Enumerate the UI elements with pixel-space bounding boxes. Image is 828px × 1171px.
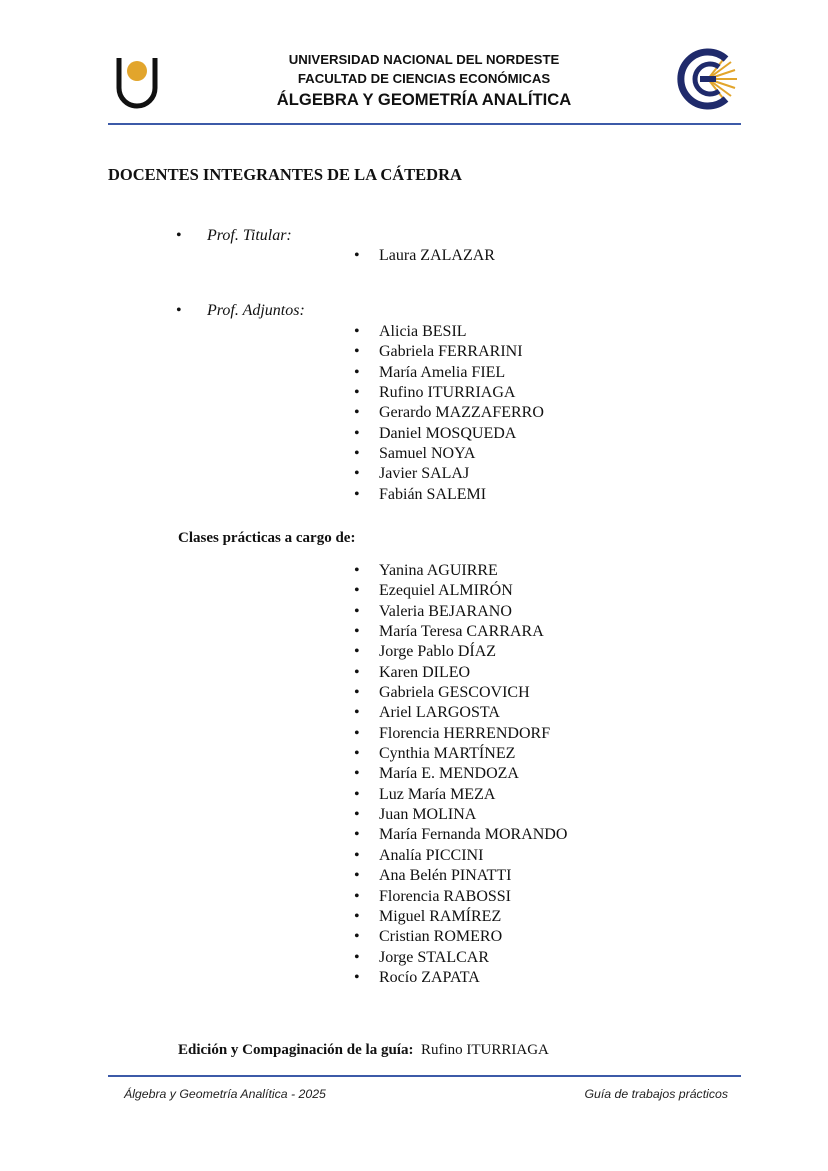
person-name: Ana Belén PINATTI bbox=[379, 867, 512, 885]
list-item bbox=[354, 342, 544, 362]
bullet: • bbox=[354, 602, 360, 620]
bullet: • bbox=[354, 562, 360, 579]
bullet: • bbox=[176, 302, 182, 319]
list-item bbox=[354, 846, 567, 866]
list-item bbox=[354, 424, 544, 444]
role-label: Prof. Titular: bbox=[207, 227, 292, 244]
faculty-name: FACULTAD DE CIENCIAS ECONÓMICAS bbox=[297, 71, 551, 86]
bullet: • bbox=[354, 785, 360, 803]
header-divider bbox=[108, 123, 741, 125]
bullet: • bbox=[354, 928, 360, 946]
person-name: Gabriela FERRARINI bbox=[379, 343, 523, 361]
person-name: Laura ZALAZAR bbox=[379, 247, 495, 264]
person-name: Cristian ROMERO bbox=[379, 928, 503, 946]
person-name: Samuel NOYA bbox=[379, 445, 476, 463]
list-item bbox=[354, 464, 544, 484]
bullet: • bbox=[354, 867, 360, 885]
bullet: • bbox=[354, 887, 360, 905]
person-name: Valeria BEJARANO bbox=[379, 602, 512, 620]
list-item bbox=[354, 602, 567, 622]
person-name: Ariel LARGOSTA bbox=[379, 704, 500, 722]
list-item bbox=[354, 622, 567, 642]
person-name: Jorge STALCAR bbox=[379, 948, 489, 966]
list-item bbox=[354, 363, 544, 383]
person-name: Florencia RABOSSI bbox=[379, 887, 511, 905]
list-item bbox=[354, 383, 544, 403]
list-item bbox=[354, 322, 544, 342]
list-item bbox=[354, 703, 567, 723]
list-item bbox=[354, 948, 567, 968]
list-item bbox=[354, 663, 567, 683]
bullet: • bbox=[354, 465, 360, 483]
bullet: • bbox=[354, 765, 360, 783]
list-item bbox=[354, 403, 544, 423]
bullet: • bbox=[354, 968, 360, 986]
list-item bbox=[354, 561, 567, 581]
bullet: • bbox=[354, 424, 360, 442]
list-item bbox=[354, 887, 567, 907]
bullet: • bbox=[354, 745, 360, 763]
section-title: DOCENTES INTEGRANTES DE LA CÁTEDRA bbox=[108, 165, 462, 184]
bullet: • bbox=[354, 384, 360, 402]
person-name: Ezequiel ALMIRÓN bbox=[379, 582, 513, 600]
adjuntos-list bbox=[354, 322, 544, 505]
person-name: Alicia BESIL bbox=[379, 323, 467, 340]
list-item bbox=[354, 724, 567, 744]
bullet: • bbox=[354, 704, 360, 722]
list-item bbox=[354, 907, 567, 927]
person-name: Analía PICCINI bbox=[379, 846, 484, 864]
person-name: María E. MENDOZA bbox=[379, 765, 519, 783]
person-name: María Amelia FIEL bbox=[379, 363, 506, 381]
person-name: Rocío ZAPATA bbox=[379, 968, 480, 986]
bullet: • bbox=[354, 948, 360, 966]
course-title: ÁLGEBRA Y GEOMETRÍA ANALÍTICA bbox=[276, 90, 572, 109]
list-item bbox=[354, 927, 567, 947]
person-name: María Fernanda MORANDO bbox=[379, 826, 568, 844]
person-name: Cynthia MARTÍNEZ bbox=[379, 745, 516, 763]
list-item bbox=[354, 683, 567, 703]
person-name: Fabián SALEMI bbox=[379, 485, 487, 503]
page-header bbox=[108, 40, 740, 126]
bullet: • bbox=[354, 663, 360, 681]
bullet: • bbox=[354, 623, 360, 641]
bullet: • bbox=[354, 684, 360, 702]
edicion-label: Edición y Compaginación de la guía: bbox=[178, 1042, 414, 1058]
footer-course: Álgebra y Geometría Analítica - 2025 bbox=[124, 1087, 326, 1101]
person-name: Jorge Pablo DÍAZ bbox=[379, 643, 497, 661]
person-name: Miguel RAMÍREZ bbox=[379, 907, 502, 925]
bullet: • bbox=[354, 343, 360, 361]
bullet: • bbox=[354, 826, 360, 844]
university-name: UNIVERSIDAD NACIONAL DEL NORDESTE bbox=[288, 52, 560, 67]
list-item bbox=[354, 805, 567, 825]
person-name: Juan MOLINA bbox=[379, 806, 477, 824]
person-name: Luz María MEZA bbox=[379, 785, 496, 803]
practicas-title: Clases prácticas a cargo de: bbox=[178, 530, 356, 546]
list-item bbox=[354, 642, 567, 662]
list-item bbox=[354, 764, 567, 784]
list-item bbox=[354, 866, 567, 886]
bullet: • bbox=[354, 247, 360, 264]
bullet: • bbox=[354, 323, 360, 340]
person-name: Gerardo MAZZAFERRO bbox=[379, 404, 544, 422]
bullet: • bbox=[354, 724, 360, 742]
list-item bbox=[354, 485, 544, 505]
person-name: Florencia HERRENDORF bbox=[379, 724, 551, 742]
footer-divider bbox=[108, 1075, 741, 1077]
list-item bbox=[354, 581, 567, 601]
edicion-name: Rufino ITURRIAGA bbox=[420, 1042, 549, 1058]
bullet: • bbox=[354, 907, 360, 925]
bullet: • bbox=[354, 806, 360, 824]
role-adjuntos bbox=[176, 302, 305, 320]
list-item bbox=[354, 444, 544, 464]
list-item bbox=[354, 785, 567, 805]
list-item bbox=[354, 744, 567, 764]
bullet: • bbox=[354, 485, 360, 503]
person-name: Javier SALAJ bbox=[379, 465, 470, 483]
role-titular bbox=[176, 227, 292, 245]
header-titles bbox=[168, 50, 680, 112]
person-name: Gabriela GESCOVICH bbox=[379, 684, 530, 702]
list-item bbox=[354, 246, 495, 266]
list-item bbox=[354, 825, 567, 845]
bullet: • bbox=[354, 404, 360, 422]
bullet: • bbox=[354, 643, 360, 661]
unne-logo-icon bbox=[114, 54, 160, 112]
role-label: Prof. Adjuntos: bbox=[207, 302, 305, 319]
bullet: • bbox=[176, 227, 182, 244]
person-name: Karen DILEO bbox=[379, 663, 471, 681]
person-name: Rufino ITURRIAGA bbox=[379, 384, 516, 402]
bullet: • bbox=[354, 846, 360, 864]
titular-list bbox=[354, 246, 495, 266]
person-name: Daniel MOSQUEDA bbox=[379, 424, 517, 442]
footer-guide: Guía de trabajos prácticos bbox=[584, 1087, 728, 1101]
list-item bbox=[354, 968, 567, 988]
fce-logo-icon bbox=[674, 46, 740, 112]
person-name: Yanina AGUIRRE bbox=[379, 562, 498, 579]
practicas-list bbox=[354, 561, 567, 988]
edicion-line bbox=[178, 1042, 549, 1059]
bullet: • bbox=[354, 363, 360, 381]
bullet: • bbox=[354, 445, 360, 463]
person-name: María Teresa CARRARA bbox=[379, 623, 544, 641]
bullet: • bbox=[354, 582, 360, 600]
